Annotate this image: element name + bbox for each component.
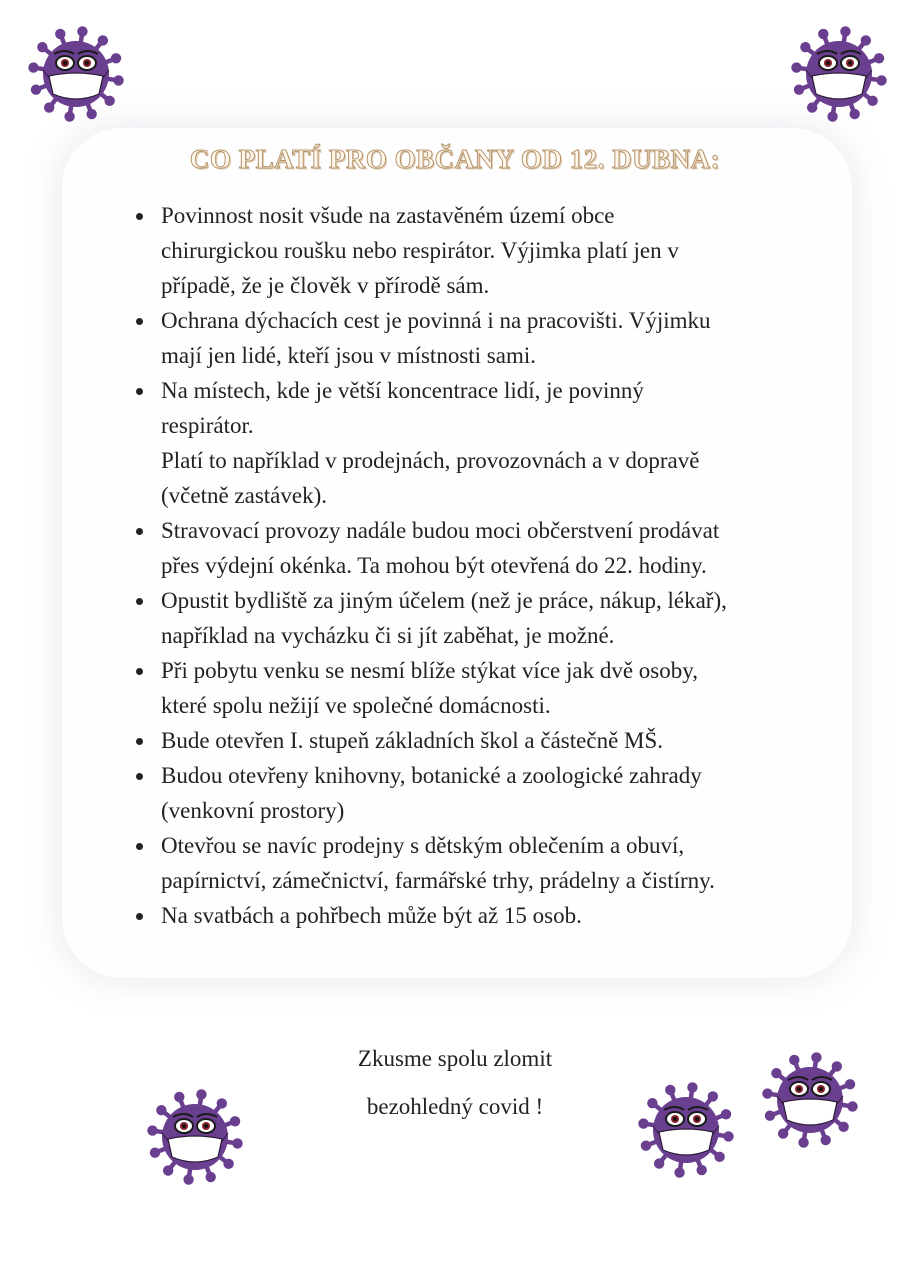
- rule-item: [132, 303, 812, 373]
- bullet-icon: [136, 318, 143, 325]
- bullet-icon: [136, 913, 143, 920]
- masked-virus-icon: [758, 1048, 862, 1152]
- bullet-icon: [136, 598, 143, 605]
- closing-line-2: bezohledný covid !: [366, 1094, 544, 1119]
- rule-text-line: papírnictví, zámečnictví, farmářské trhy, prádelny a čistírny.: [161, 868, 715, 893]
- bullet-icon: [136, 738, 143, 745]
- rule-text-line: Povinnost nosit všude na zastavěném území obce: [161, 203, 615, 228]
- rule-item: [132, 723, 812, 758]
- masked-virus-icon: [634, 1078, 738, 1182]
- masked-virus-icon: [143, 1085, 247, 1189]
- rule-item: [132, 758, 812, 828]
- rule-item: [132, 373, 812, 513]
- masked-virus-icon: [24, 22, 128, 126]
- rule-text-line: například na vycházku či si jít zaběhat, je možné.: [161, 623, 615, 648]
- closing-line-1: Zkusme spolu zlomit: [357, 1046, 553, 1071]
- rule-text-line: Při pobytu venku se nesmí blíže stýkat více jak dvě osoby,: [161, 658, 698, 683]
- rule-text-line: případě, že je člověk v přírodě sám.: [161, 273, 490, 298]
- rule-text-line: Stravovací provozy nadále budou moci občerstvení prodávat: [161, 518, 720, 543]
- rules-list: [132, 198, 812, 933]
- rule-text-line: (včetně zastávek).: [161, 483, 328, 508]
- rule-text-line: mají jen lidé, kteří jsou v místnosti sami.: [161, 343, 536, 368]
- rule-text-line: které spolu nežijí ve společné domácnosti.: [161, 693, 551, 718]
- rule-text-line: Opustit bydliště za jiným účelem (než je práce, nákup, lékař),: [161, 588, 727, 613]
- rule-item: [132, 898, 812, 933]
- rule-text-line: Bude otevřen I. stupeň základních škol a částečně MŠ.: [161, 728, 664, 753]
- rule-text-line: Ochrana dýchacích cest je povinná i na pracovišti. Výjimku: [161, 308, 711, 333]
- rule-text-line: respirátor.: [161, 413, 254, 438]
- bullet-icon: [136, 668, 143, 675]
- rule-text-line: Na místech, kde je větší koncentrace lidí, je povinný: [161, 378, 644, 403]
- bullet-icon: [136, 843, 143, 850]
- rule-item: [132, 653, 812, 723]
- rule-item: [132, 198, 812, 303]
- rule-text-line: (venkovní prostory): [161, 798, 345, 823]
- bullet-icon: [136, 388, 143, 395]
- bullet-icon: [136, 773, 143, 780]
- rule-text-line: přes výdejní okénka. Ta mohou být otevřená do 22. hodiny.: [161, 553, 707, 578]
- bullet-icon: [136, 213, 143, 220]
- rule-item: [132, 513, 812, 583]
- page-title: CO PLATÍ PRO OBČANY OD 12. DUBNA:: [189, 144, 721, 174]
- rule-text-line: Na svatbách a pohřbech může být až 15 osob.: [161, 903, 582, 928]
- rule-item: [132, 828, 812, 898]
- masked-virus-icon: [787, 22, 891, 126]
- rule-text-line: chirurgickou roušku nebo respirátor. Výjimka platí jen v: [161, 238, 679, 263]
- rule-text-line: Otevřou se navíc prodejny s dětským oblečením a obuví,: [161, 833, 685, 858]
- rule-text-line: Budou otevřeny knihovny, botanické a zoologické zahrady: [161, 763, 702, 788]
- bullet-icon: [136, 528, 143, 535]
- rule-item: [132, 583, 812, 653]
- rule-text-line: Platí to například v prodejnách, provozovnách a v dopravě: [161, 448, 700, 473]
